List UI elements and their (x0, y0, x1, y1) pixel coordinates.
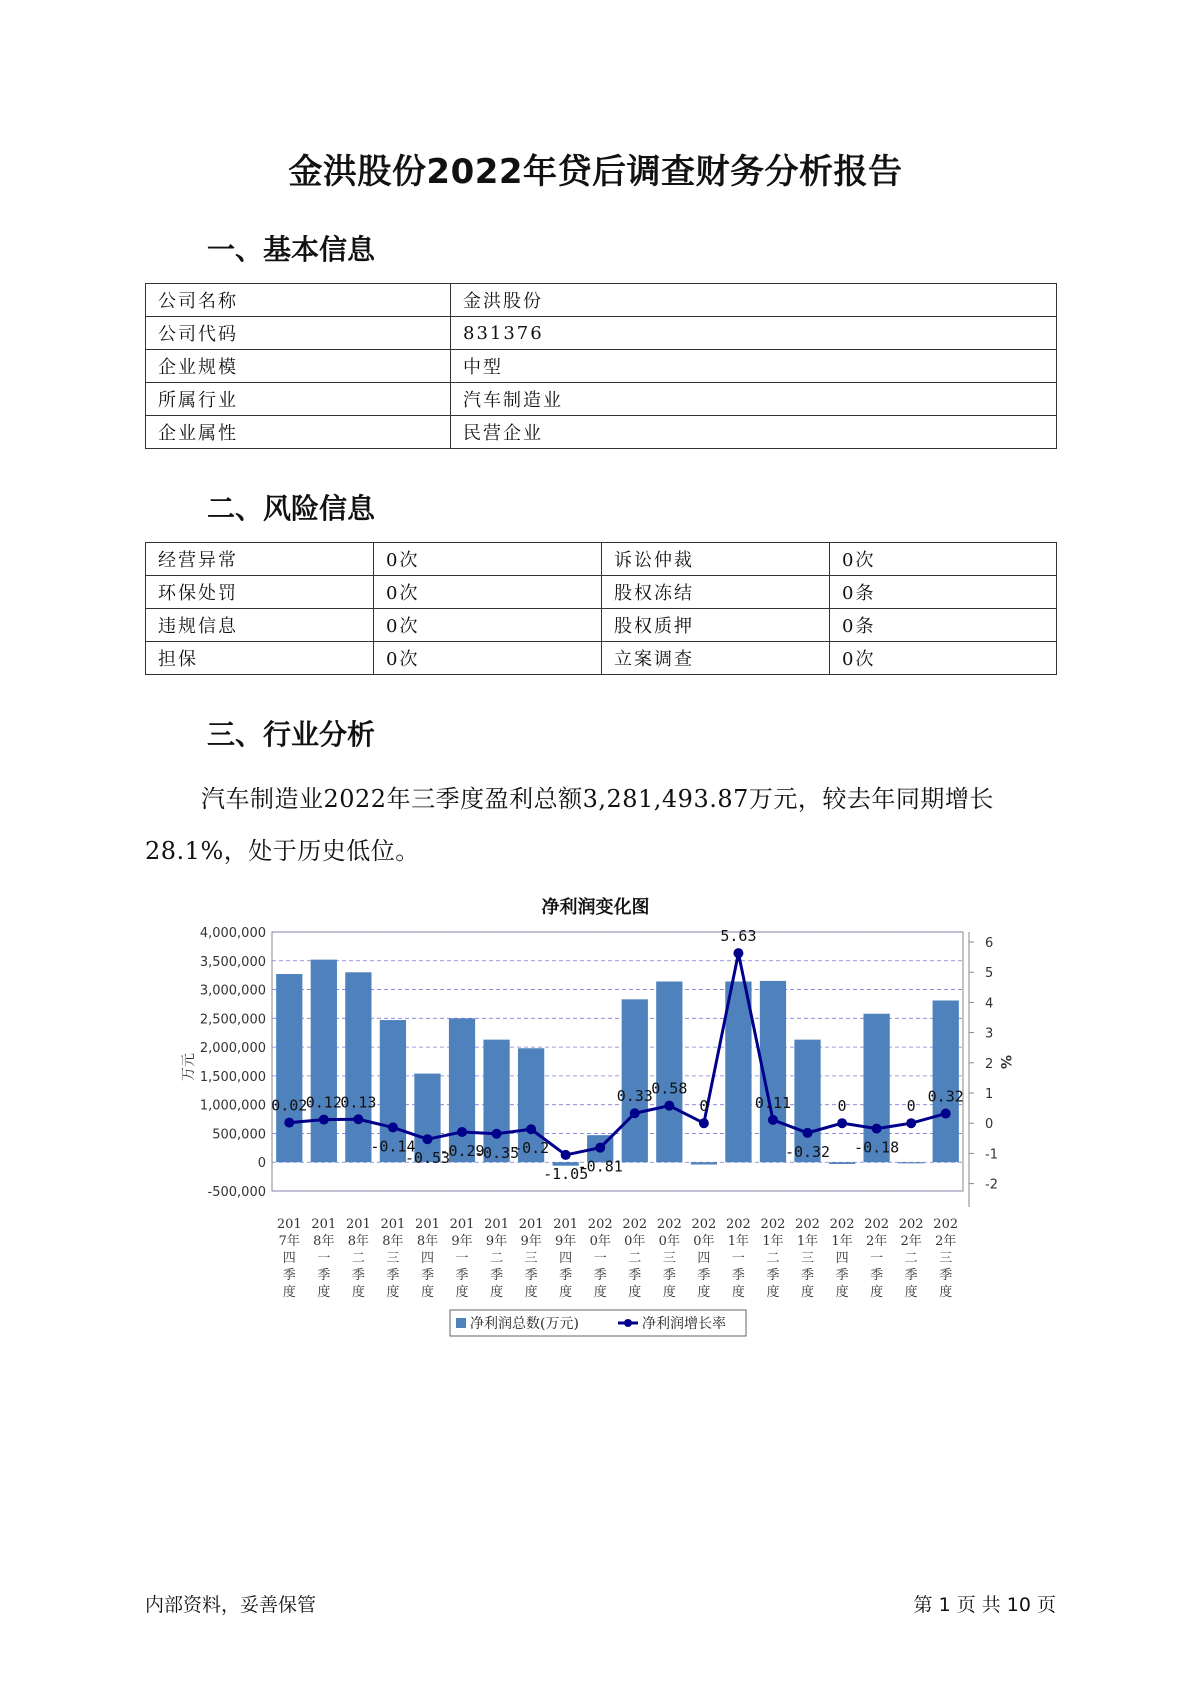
x-tick-label: 季 (628, 1268, 642, 1283)
basic-info-row (146, 284, 1057, 317)
x-tick-label: 0年 (589, 1234, 611, 1249)
growth-rate-point (595, 1143, 605, 1153)
bar (725, 981, 751, 1162)
basic-info-row (146, 317, 1057, 350)
x-tick-label: 四 (835, 1251, 849, 1266)
y2-tick-label: 4 (985, 996, 994, 1012)
basic-info-label: 所属行业 (146, 383, 451, 416)
y-tick-label: 2,000,000 (199, 1041, 266, 1057)
x-tick-label: 度 (662, 1285, 676, 1300)
x-tick-label: 二 (766, 1251, 780, 1266)
x-tick-label: 202 (691, 1217, 717, 1232)
basic-info-label: 企业属性 (146, 416, 451, 449)
growth-rate-point (699, 1118, 709, 1128)
growth-rate-point (422, 1134, 432, 1144)
growth-rate-data-label: 0 (837, 1097, 847, 1116)
x-tick-label: 二 (351, 1251, 365, 1266)
x-tick-label: 一 (317, 1251, 331, 1266)
x-tick-label: 202 (795, 1217, 820, 1232)
x-tick-label: 季 (455, 1268, 469, 1283)
x-tick-label: 季 (766, 1268, 780, 1283)
growth-rate-point (837, 1118, 847, 1128)
x-tick-label: 度 (455, 1285, 469, 1300)
growth-rate-point (319, 1115, 329, 1125)
section-heading-basic: 一、基本信息 (207, 233, 376, 266)
page-title: 金洪股份2022年贷后调查财务分析报告 (288, 152, 903, 192)
risk-info-value: 0条 (830, 609, 1057, 642)
bar (449, 1018, 475, 1162)
x-tick-label: 7年 (278, 1234, 300, 1249)
growth-rate-data-label: -0.2 (513, 1139, 550, 1158)
x-tick-label: 9年 (520, 1234, 542, 1249)
x-tick-label: 季 (282, 1268, 296, 1283)
growth-rate-point (803, 1128, 813, 1138)
x-tick-label: 201 (345, 1217, 371, 1232)
risk-info-value: 0次 (830, 543, 1057, 576)
bar (691, 1162, 717, 1164)
x-tick-label: 9年 (451, 1234, 473, 1249)
x-tick-label: 度 (317, 1285, 331, 1300)
y2-tick-label: 3 (985, 1026, 994, 1042)
risk-info-value: 0次 (374, 543, 602, 576)
section-heading-industry: 三、行业分析 (207, 718, 376, 751)
growth-rate-point (906, 1118, 916, 1128)
risk-info-row (146, 576, 1057, 609)
x-tick-label: 8年 (313, 1234, 335, 1249)
x-tick-label: 201 (518, 1217, 544, 1232)
risk-info-label: 股权冻结 (602, 576, 830, 609)
basic-info-row (146, 383, 1057, 416)
x-tick-label: 一 (593, 1251, 607, 1266)
x-tick-label: 度 (420, 1285, 434, 1300)
growth-rate-point (526, 1124, 536, 1134)
section-heading-risk: 二、风险信息 (207, 492, 376, 525)
growth-rate-point (630, 1108, 640, 1118)
x-tick-label: 三 (801, 1251, 815, 1266)
x-tick-label: 一 (455, 1251, 469, 1266)
x-tick-label: 201 (276, 1217, 302, 1232)
basic-info-row (146, 350, 1057, 383)
x-tick-label: 一 (731, 1251, 745, 1266)
risk-info-table (145, 542, 1057, 675)
bar (276, 974, 302, 1162)
x-tick-label: 四 (559, 1251, 573, 1266)
basic-info-label: 公司代码 (146, 317, 451, 350)
risk-info-value: 0次 (374, 576, 602, 609)
x-tick-label: 201 (484, 1217, 509, 1232)
growth-rate-data-label: 0.58 (651, 1079, 688, 1098)
growth-rate-data-label: 0 (699, 1097, 709, 1116)
footer-note: 内部资料，妥善保管 (145, 1594, 317, 1616)
x-tick-label: 202 (656, 1217, 682, 1232)
x-tick-label: 202 (829, 1217, 855, 1232)
y-tick-label: 500,000 (212, 1127, 266, 1143)
x-tick-label: 0年 (658, 1234, 680, 1249)
basic-info-value: 中型 (451, 350, 1057, 383)
x-tick-label: 三 (524, 1251, 538, 1266)
bar (829, 1162, 855, 1164)
risk-info-label: 环保处罚 (146, 576, 374, 609)
risk-info-value: 0条 (830, 576, 1057, 609)
y-tick-label: 1,500,000 (199, 1069, 266, 1085)
x-tick-label: 季 (697, 1268, 711, 1283)
y-tick-label: 3,000,000 (199, 983, 266, 999)
y2-tick-label: 1 (985, 1087, 994, 1102)
legend-line-marker (624, 1319, 632, 1327)
basic-info-value: 金洪股份 (451, 284, 1057, 317)
x-tick-label: 度 (835, 1285, 849, 1300)
growth-rate-data-label: -0.29 (439, 1141, 485, 1160)
x-tick-label: 度 (593, 1285, 607, 1300)
growth-rate-data-label: 0.11 (754, 1093, 792, 1112)
x-tick-label: 度 (731, 1285, 745, 1300)
x-tick-label: 202 (933, 1217, 959, 1232)
x-tick-label: 201 (449, 1217, 475, 1232)
basic-info-table (145, 283, 1057, 449)
growth-rate-data-label: -0.35 (473, 1143, 520, 1162)
x-tick-label: 度 (386, 1285, 400, 1300)
risk-info-label: 诉讼仲裁 (602, 543, 830, 576)
bar (622, 999, 648, 1162)
growth-rate-point (561, 1150, 571, 1160)
x-tick-label: 季 (317, 1268, 331, 1283)
risk-info-row (146, 609, 1057, 642)
bar (311, 960, 337, 1163)
y2-tick-label: 2 (985, 1056, 994, 1072)
x-tick-label: 一 (870, 1251, 884, 1266)
growth-rate-data-label: 0.33 (616, 1087, 653, 1106)
x-tick-label: 季 (593, 1268, 607, 1283)
industry-analysis-text: 汽车制造业2022年三季度盈利总额3,281,493.87万元，较去年同期增长28.1%，处于历史低位。 (145, 785, 994, 865)
x-tick-label: 四 (697, 1251, 711, 1266)
legend-line-label: 净利润增长率 (642, 1316, 726, 1332)
x-tick-label: 度 (524, 1285, 538, 1300)
x-tick-label: 季 (835, 1268, 849, 1283)
growth-rate-data-label: -1.05 (543, 1164, 589, 1183)
x-tick-label: 季 (351, 1268, 365, 1283)
y-tick-label: 0 (257, 1156, 266, 1172)
growth-rate-point (457, 1127, 467, 1137)
x-tick-label: 四 (420, 1251, 434, 1266)
x-tick-label: 202 (726, 1217, 751, 1232)
x-tick-label: 8年 (382, 1234, 404, 1249)
basic-info-value: 831376 (451, 317, 1057, 350)
risk-info-label: 经营异常 (146, 543, 374, 576)
x-tick-label: 度 (766, 1285, 780, 1300)
net-profit-chart (0, 910, 1191, 1350)
x-tick-label: 季 (731, 1268, 745, 1283)
x-tick-label: 季 (801, 1268, 815, 1283)
x-tick-label: 2年 (865, 1234, 888, 1249)
x-tick-label: 季 (524, 1268, 538, 1283)
x-tick-label: 202 (587, 1217, 613, 1232)
x-tick-label: 度 (801, 1285, 815, 1300)
growth-rate-data-label: -0.53 (404, 1149, 451, 1168)
x-tick-label: 202 (622, 1217, 648, 1232)
y2-tick-label: 0 (985, 1117, 994, 1133)
y2-tick-label: -2 (985, 1177, 998, 1193)
x-tick-label: 2年 (900, 1234, 922, 1249)
x-tick-label: 9年 (485, 1234, 508, 1249)
x-tick-label: 季 (662, 1268, 676, 1283)
y-tick-label: 4,000,000 (199, 926, 266, 941)
x-tick-label: 度 (939, 1285, 953, 1300)
x-tick-label: 1年 (762, 1234, 784, 1249)
x-tick-label: 季 (386, 1268, 400, 1283)
basic-info-row (146, 416, 1057, 449)
x-tick-label: 0年 (693, 1234, 715, 1249)
legend-bar-swatch (456, 1318, 466, 1328)
basic-info-label: 企业规模 (146, 350, 451, 383)
x-tick-label: 二 (490, 1251, 504, 1266)
x-tick-label: 1年 (831, 1234, 853, 1249)
risk-info-row (146, 543, 1057, 576)
x-tick-label: 度 (697, 1285, 711, 1300)
growth-rate-data-label: 0.13 (340, 1093, 377, 1112)
x-tick-label: 1年 (727, 1234, 750, 1249)
x-tick-label: 度 (904, 1285, 918, 1300)
risk-info-label: 立案调查 (602, 642, 830, 675)
bar (345, 972, 371, 1162)
y-tick-label: 1,000,000 (199, 1098, 266, 1114)
risk-info-label: 股权质押 (602, 609, 830, 642)
x-tick-label: 度 (870, 1285, 884, 1300)
x-tick-label: 度 (559, 1285, 573, 1300)
x-tick-label: 8年 (416, 1234, 439, 1249)
x-tick-label: 202 (760, 1217, 786, 1232)
growth-rate-point (768, 1115, 778, 1125)
growth-rate-point (353, 1114, 363, 1124)
x-tick-label: 三 (386, 1251, 400, 1266)
x-tick-label: 季 (904, 1268, 918, 1283)
growth-rate-data-label: -0.32 (784, 1142, 831, 1161)
growth-rate-point (284, 1118, 294, 1128)
x-tick-label: 201 (380, 1217, 406, 1232)
x-tick-label: 201 (311, 1217, 337, 1232)
basic-info-label: 公司名称 (146, 284, 451, 317)
x-tick-label: 三 (939, 1251, 953, 1266)
x-tick-label: 三 (662, 1251, 676, 1266)
bar (933, 1000, 959, 1162)
page-number: 第 1 页 共 10 页 (913, 1594, 1056, 1616)
x-tick-label: 度 (282, 1285, 296, 1300)
basic-info-value: 汽车制造业 (451, 383, 1057, 416)
x-tick-label: 季 (870, 1268, 884, 1283)
x-tick-label: 季 (490, 1268, 504, 1283)
x-tick-label: 季 (559, 1268, 573, 1283)
growth-rate-data-label: 0.32 (927, 1087, 964, 1106)
y2-tick-label: 5 (985, 966, 994, 982)
risk-info-label: 违规信息 (146, 609, 374, 642)
growth-rate-point (941, 1109, 951, 1119)
risk-info-value: 0次 (374, 642, 602, 675)
y-axis-label: 万元 (181, 1053, 197, 1081)
growth-rate-data-label: -0.14 (370, 1137, 416, 1156)
growth-rate-data-label: 0.12 (305, 1093, 342, 1112)
growth-rate-point (388, 1122, 398, 1132)
x-tick-label: 四 (282, 1251, 296, 1266)
growth-rate-data-label: 0.02 (271, 1096, 308, 1115)
x-tick-label: 度 (628, 1285, 642, 1300)
legend-bar-label: 净利润总数(万元) (470, 1316, 579, 1332)
growth-rate-data-label: 0 (906, 1097, 916, 1116)
x-tick-label: 1年 (796, 1234, 819, 1249)
growth-rate-data-label: -0.81 (577, 1157, 623, 1176)
y-tick-label: 3,500,000 (199, 954, 266, 970)
x-tick-label: 201 (415, 1217, 440, 1232)
bar (656, 981, 682, 1162)
y-tick-label: -500,000 (207, 1185, 266, 1200)
x-tick-label: 2年 (935, 1234, 957, 1249)
bar (898, 1162, 924, 1163)
basic-info-value: 民营企业 (451, 416, 1057, 449)
growth-rate-point (733, 948, 743, 958)
risk-info-value: 0次 (374, 609, 602, 642)
x-tick-label: 度 (351, 1285, 365, 1300)
y-tick-label: 2,500,000 (199, 1012, 266, 1028)
growth-rate-data-label: -0.18 (854, 1138, 900, 1157)
x-tick-label: 202 (898, 1217, 924, 1232)
x-tick-label: 202 (864, 1217, 890, 1232)
growth-rate-point (872, 1124, 882, 1134)
risk-info-row (146, 642, 1057, 675)
x-tick-label: 二 (628, 1251, 642, 1266)
x-tick-label: 度 (490, 1285, 504, 1300)
risk-info-value: 0次 (830, 642, 1057, 675)
risk-info-label: 担保 (146, 642, 374, 675)
x-tick-label: 201 (553, 1217, 579, 1232)
x-tick-label: 季 (420, 1268, 434, 1283)
y2-tick-label: 6 (985, 936, 994, 951)
x-tick-label: 0年 (624, 1234, 646, 1249)
growth-rate-point (664, 1101, 674, 1111)
x-tick-label: 9年 (555, 1234, 577, 1249)
x-tick-label: 季 (939, 1268, 953, 1283)
y2-tick-label: -1 (985, 1147, 998, 1163)
y2-axis-label: % (997, 1054, 1013, 1070)
growth-rate-point (492, 1129, 502, 1139)
growth-rate-data-label: 5.63 (720, 927, 757, 946)
x-tick-label: 二 (904, 1251, 918, 1266)
x-tick-label: 8年 (347, 1234, 370, 1249)
chart-title: 净利润变化图 (541, 897, 650, 918)
